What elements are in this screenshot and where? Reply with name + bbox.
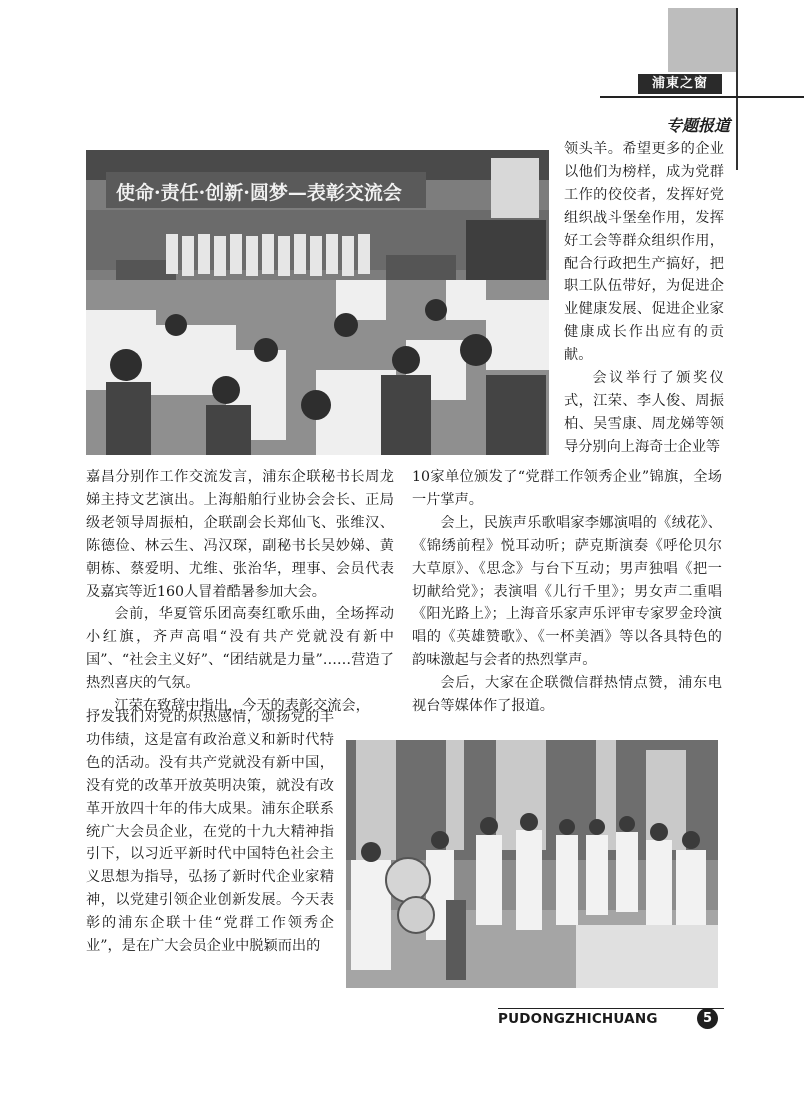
publication-name: PUDONGZHICHUANG: [498, 1011, 658, 1027]
paragraph: 嘉昌分别作工作交流发言，浦东企联秘书长周龙娣主持文艺演出。上海船舶行业协会会长、正局级老领导周振柏，企联副会长郑仙飞、张维汉、陈德俭、林云生、冯汉琛，副秘书长吴妙娣、黄朝栋、蔡爱明、尤维、张治华，理事、会员代表及嘉宾等近160人冒着酷暑参加大会。: [86, 469, 394, 600]
article-column-left-mid: [86, 466, 394, 718]
paragraph: 会上，民族声乐歌唱家李娜演唱的《绒花》、《锦绣前程》悦耳动听；萨克斯演奏《呼伦贝尔大草原》、《思念》与台下互动；男声独唱《把一切献给党》；表演唱《儿行千里》；男女声二重唱《阳光路上》；上海音乐家声乐评审专家罗金玲演唱的《英雄赞歌》、《一杯美酒》等以各具特色的韵味激起与会者的热烈掌声。: [412, 514, 722, 669]
corner-tab: [668, 8, 738, 72]
paragraph: 10家单位颁发了“党群工作领秀企业”锦旗，全场一片掌声。: [412, 469, 722, 508]
section-title: 专题报道: [665, 116, 730, 135]
brand-logo: 浦東之窗: [638, 74, 722, 94]
paragraph: 领头羊。希望更多的企业以他们为榜样，成为党群工作的佼佼者，发挥好党组织战斗堡垒作用，发挥好工会等群众组织作用，配合行政把生产搞好，把职工队伍带好，为促进企业健康发展、促进企业家健康成长作出应有的贡献。: [564, 141, 724, 364]
page-number: 5: [697, 1008, 718, 1029]
banner-text: 使命·责任·创新·圆梦—表彰交流会: [116, 182, 402, 204]
meeting-photo: [86, 150, 549, 455]
footer-rule: [498, 1008, 724, 1009]
paragraph: 江荣在致辞中指出，今天的表彰交流会，: [114, 698, 370, 715]
header-divider-vertical: [736, 8, 738, 170]
band-photo: [346, 740, 718, 988]
article-column-left-low: [86, 706, 334, 958]
article-column-right-top: [564, 138, 724, 459]
paragraph: 抒发我们对党的炽热感情，颂扬党的丰功伟绩，这是富有政治意义和新时代特色的活动。没有共产党就没有新中国，没有党的改革开放英明决策，就没有改革开放四十年的伟大成果。浦东企联系统广大会员企业，在党的十九大精神指引下，以习近平新时代中国特色社会主义思想为指导，弘扬了新时代企业家精神，以党建引领企业创新发展。今天表彰的浦东企联十佳“党群工作领秀企业”，是在广大会员企业中脱颖而出的: [86, 709, 334, 955]
article-column-right-mid: [412, 466, 722, 718]
paragraph: 会议举行了颁奖仪式，江荣、李人俊、周振柏、吴雪康、周龙娣等领导分别向上海奇士企业等: [564, 370, 724, 455]
header-divider-horizontal: [600, 96, 804, 98]
paragraph: 会后，大家在企联微信群热情点赞，浦东电视台等媒体作了报道。: [412, 675, 722, 715]
paragraph: 会前，华夏管乐团高奏红歌乐曲，全场挥动小红旗，齐声高唱“没有共产党就没有新中国”、“社会主义好”、“团结就是力量”……营造了热烈喜庆的气氛。: [86, 606, 394, 692]
